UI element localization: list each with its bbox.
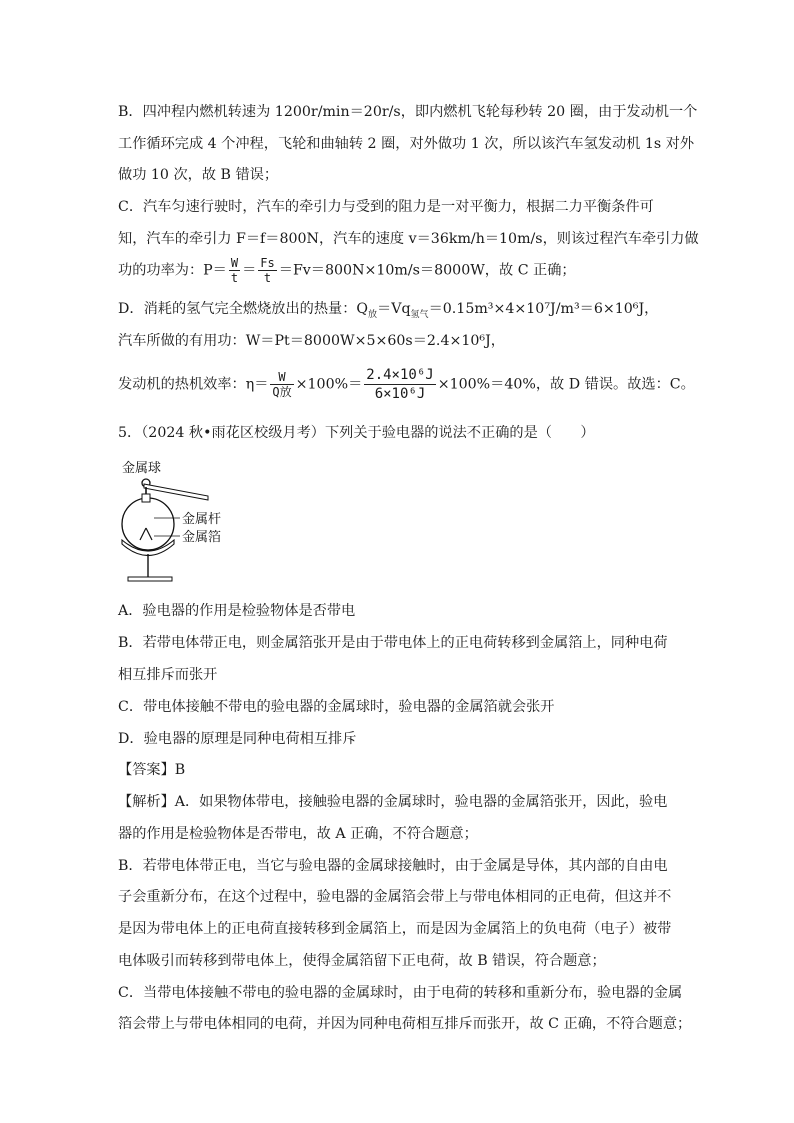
text-line: 汽车所做的有用功：W＝Pt＝8000W×5×60s＝2.4×10⁶J， [118,333,505,349]
option-b: B．若带电体带正电，则金属箔张开是由于带电体上的正电荷转移到金属箔上，同种电荷 [118,635,668,651]
text-segment: ×100%＝40%，故 D 错误。故选：C。 [437,376,695,393]
text-segment: ＝Fv＝800N×10m/s＝8000W，故 C 正确； [278,262,576,279]
analysis-line: 器的作用是检验物体是否带电，故 A 正确，不符合题意； [118,826,478,842]
analysis-line: 子会重新分布，在这个过程中，验电器的金属箔会带上与带电体相同的正电荷，但这并不 [118,889,672,905]
subscript: 放 [368,309,378,320]
analysis-line: 电体吸引而转移到带电体上，使得金属箔留下正电荷，故 B 错误，符合题意； [118,953,606,969]
handle-rod [144,484,208,500]
text-segment: ＝0.15m³×4×10⁷J/m³＝6×10⁶J， [428,301,659,317]
text-segment: 功的功率为：P＝ [118,262,227,279]
text-segment: 发动机的热机效率：η＝ [118,376,269,393]
analysis-line: 是因为带电体上的正电荷直接转移到金属箔上，而是因为金属箔上的负电荷（电子）被带 [118,921,672,937]
stand-base [128,577,172,581]
question-5-stem: 5．（2024 秋•雨花区校级月考）下列关于验电器的说法不正确的是（ ） [118,425,595,441]
fraction-w-over-q [270,370,293,399]
fraction-denominator: Q放 [272,385,292,399]
fraction-numerator: Fs [260,256,275,270]
analysis-line: C．当带电体接触不带电的验电器的金属球时，由于电荷的转移和重新分布，验电器的金属 [118,985,683,1001]
power-formula-line [118,256,576,285]
fraction-numerator: W [270,370,293,385]
fraction-numerator: W [230,256,239,270]
answer: 【答案】B [118,762,186,778]
option-b-cont: 相互排斥而张开 [118,667,218,683]
text-line: C．汽车匀速行驶时，汽车的牵引力与受到的阻力是一对平衡力，根据二力平衡条件可 [118,199,654,215]
analysis-line: 箔会带上与带电体相同的电荷，并因为同种电荷相互排斥而张开，故 C 正确，不符合题意； [118,1016,692,1032]
text-line: B．四冲程内燃机转速为 1200r/min＝20r/s，即内燃机飞轮每秒转 20 圈，由于发动机一个 [118,104,698,120]
fraction-numerator: 2.4×10⁶J [366,367,434,383]
fraction-w-over-t [229,256,240,285]
analysis-line: B．若带电体带正电，当它与验电器的金属球接触时，由于金属是导体，其内部的自由电 [118,858,668,874]
text-segment: D．消耗的氢气完全燃烧放出的热量：Q [118,301,369,317]
analysis-line: 【解析】A．如果物体带电，接触验电器的金属球时，验电器的金属箔张开，因此，验电 [118,794,668,810]
text-line: 做功 10 次，故 B 错误； [118,167,279,183]
text-line: 工作循环完成 4 个冲程，飞轮和曲轴转 2 圈，对外做功 1 次，所以该汽车氢发动机 1s 对外 [118,136,695,152]
fraction-denominator: t [230,271,239,285]
fraction-efficiency [364,366,435,403]
heat-formula-line [118,299,658,325]
efficiency-formula-line [118,366,695,403]
glass-case [122,498,174,550]
fraction-fs-over-t [258,256,276,285]
electroscope-figure [118,456,268,586]
text-segment: ×100%＝ [295,376,363,393]
option-c: C．带电体接触不带电的验电器的金属球时，验电器的金属箔就会张开 [118,699,555,715]
label-metal-rod: 金属杆 [182,512,222,527]
text-segment: ＝Vq [377,301,411,317]
option-a: A．验电器的作用是检验物体是否带电 [118,603,356,619]
label-metal-foil: 金属箔 [182,530,222,545]
text-line: 知，汽车的牵引力 F＝f＝800N，汽车的速度 v＝36km/h＝10m/s，则该过程汽车牵引力做 [118,231,699,247]
text-segment: ＝ [242,262,257,279]
label-metal-ball: 金属球 [122,461,162,476]
subscript: 氢气 [410,309,429,320]
fraction-denominator: 6×10⁶J [374,386,426,402]
fraction-denominator: t [263,271,272,285]
stopper [142,494,150,502]
option-d: D．验电器的原理是同种电荷相互排斥 [118,731,357,747]
